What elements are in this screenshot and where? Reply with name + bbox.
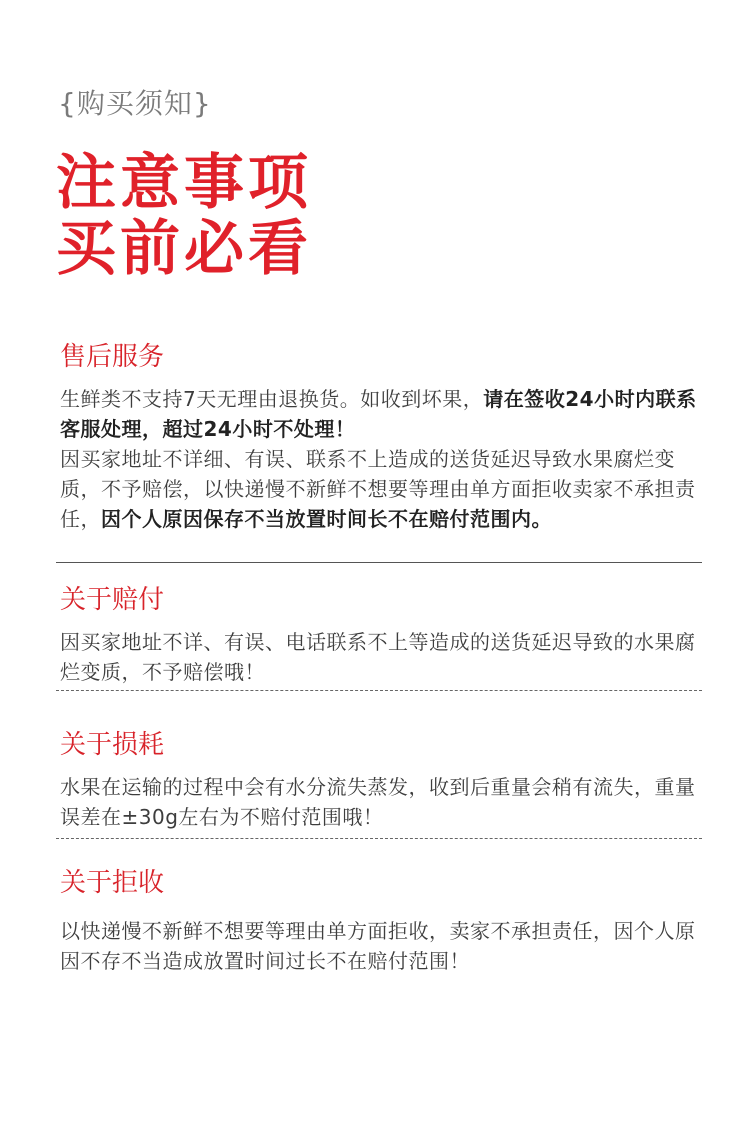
body-text-bold: 请在签收24小时内联系客服处理，超过24小时不处理！	[60, 387, 697, 441]
section-body: 以快递慢不新鲜不想要等理由单方面拒收，卖家不承担责任，因个人原因不存不当造成放置时间过长不在赔付范围！	[60, 919, 696, 973]
headline-line-1: 注意事项	[56, 148, 312, 218]
body-text-bold: 因个人原因保存不当放置时间长不在赔付范围内。	[101, 507, 552, 531]
divider-dashed	[56, 838, 702, 839]
body-text: 因买家地址不详细、有误、联系不上造成的送货延迟导致水果腐烂变质，不予赔偿，以快递慢不新鲜不想要等理由单方面拒收卖家不承担责任，	[60, 447, 696, 531]
section-title: 关于拒收	[60, 868, 165, 898]
section-body: 水果在运输的过程中会有水分流失蒸发，收到后重量会稍有流失，重量误差在±30g左右为不赔付范围哦！	[60, 775, 696, 829]
headline-line-2: 买前必看	[56, 214, 312, 284]
body-text: 生鲜类不支持7天无理由退换货。如收到坏果，	[60, 387, 484, 411]
section-title: 关于损耗	[60, 730, 165, 760]
section-body: 因买家地址不详、有误、电话联系不上等造成的送货延迟导致的水果腐烂变质，不予赔偿哦！	[60, 630, 696, 684]
divider-solid	[56, 562, 702, 563]
section-title: 售后服务	[60, 342, 165, 372]
section-rejection	[60, 866, 700, 976]
section-after-sales	[60, 340, 700, 534]
section-loss	[60, 728, 700, 832]
divider-dashed	[56, 690, 702, 691]
eyebrow-label: {购买须知}	[58, 87, 212, 120]
section-body	[60, 384, 700, 534]
section-title: 关于赔付	[60, 585, 165, 615]
section-compensation	[60, 583, 700, 687]
